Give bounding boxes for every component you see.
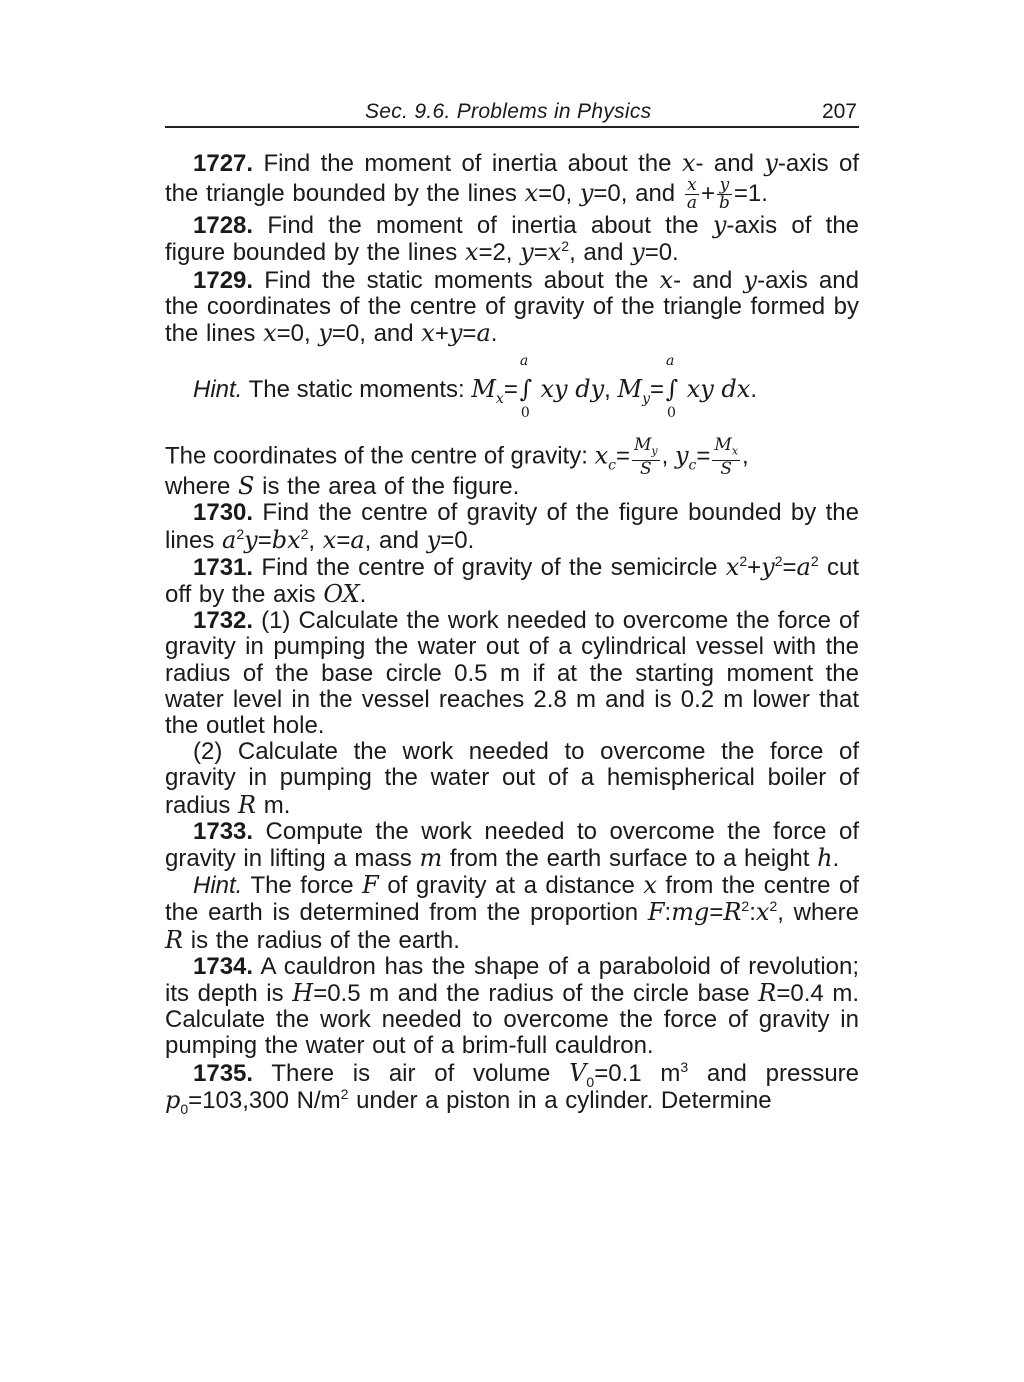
problem-1732: 1732. (1) Calculate the work needed to overcome the force of gravity in pumping the water out of a cylindrical vessel with the radius of the base circle 0.5 m if at the starting moment the water level in the vessel reaches 2.8 m and is 0.2 m lower that the outlet hole. <box>165 607 859 740</box>
hint-label: Hint. <box>193 872 243 900</box>
problem-number: 1731. <box>193 553 254 581</box>
problem-1728: 1728. Find the moment of inertia about the y-axis of the figure bounded by the lines x=2, $y=x^2$, and y=0. <box>165 211 860 267</box>
problem-1731: 1731. Find the centre of gravity of the semicircle $x^2+y^2=a^2$ cut off by the axis OX. <box>165 552 859 609</box>
hint-1729-where: where S is the area of the figure. <box>165 472 520 501</box>
problem-number: 1728. <box>193 212 254 240</box>
problem-1729: 1729. Find the static moments about the x- and y-axis and the coordinates of the centre of gravity of the triangle formed by the lines x=0, y=0, and x+y=a. <box>165 265 859 348</box>
problem-1727: 1727. Find the moment of inertia about the x- and y-axis of the triangle bounded by the lines x=0, y=0, and $\frac{x}{a}$ + $\frac{y}{b}$ =1. <box>165 149 860 214</box>
fraction-x-over-a: $\frac{x}{a}$ <box>686 175 697 214</box>
hint-1733: Hint. The force F of gravity at a distance x from the centre of the earth is determined from the proportion $F:mg=R^2:x^2$, where R is the radius of the earth. <box>165 871 860 954</box>
running-title: Sec. 9.6. Problems in Physics <box>365 100 652 123</box>
problem-number: 1735. <box>193 1059 254 1087</box>
problem-number: 1733. <box>193 817 254 845</box>
fraction-my-over-s: $\frac{M_y}{S}$ <box>633 435 658 479</box>
problem-1734: 1734. A cauldron has the shape of a paraboloid of revolution; its depth is H=0.5 m and the radius of the circle base R=0.4 m. Calculate the work needed to overcome the force of gravity in pumping the water out of a brim-full cauldron. <box>165 952 860 1060</box>
page <box>165 98 860 1117</box>
problem-number: 1727. <box>193 150 254 177</box>
problem-number: 1730. <box>193 499 254 527</box>
hint-1729-coordinates: The coordinates of the centre of gravity: $x_c=$ $\frac{M_y}{S}$ , $y_c=$ $\frac{M_x}{S}$ , <box>165 435 749 479</box>
hint-label: Hint. <box>193 376 243 404</box>
problem-1735: 1735. There is air of volume $V_0=0.1$ $m^3$ and pressure $p_0=103,300$ $N/m^2$ under a piston in a cylinder. Determine <box>165 1058 860 1117</box>
problem-number: 1734. <box>193 952 254 980</box>
integral-sign: a ∫ 0 <box>665 353 679 422</box>
fraction-mx-over-s: $\frac{M_x}{S}$ <box>714 435 739 479</box>
problem-1730: 1730. Find the centre of gravity of the figure bounded by the lines $a^2y=bx^2$, x=a, and y=0. <box>165 499 859 554</box>
problem-number: 1729. <box>193 266 254 294</box>
hint-1729-integrals: Hint. The static moments: $M_x=$ a ∫ 0 xy dy, $M_y=$ a ∫ 0 xy dx. <box>193 353 757 422</box>
problem-1732-part2: (2) Calculate the work needed to overcome the force of gravity in pumping the water out of a hemispherical boiler of radius R m. <box>165 738 859 819</box>
fraction-y-over-b: $\frac{y}{b}$ <box>718 175 730 214</box>
page-header <box>165 98 859 128</box>
problem-1733: 1733. Compute the work needed to overcome the force of gravity in lifting a mass m from the earth surface to a height h. <box>165 817 859 873</box>
problem-number: 1732. <box>193 607 254 635</box>
page-number: 207 <box>821 100 857 123</box>
integral-sign: a ∫ 0 <box>519 353 533 422</box>
